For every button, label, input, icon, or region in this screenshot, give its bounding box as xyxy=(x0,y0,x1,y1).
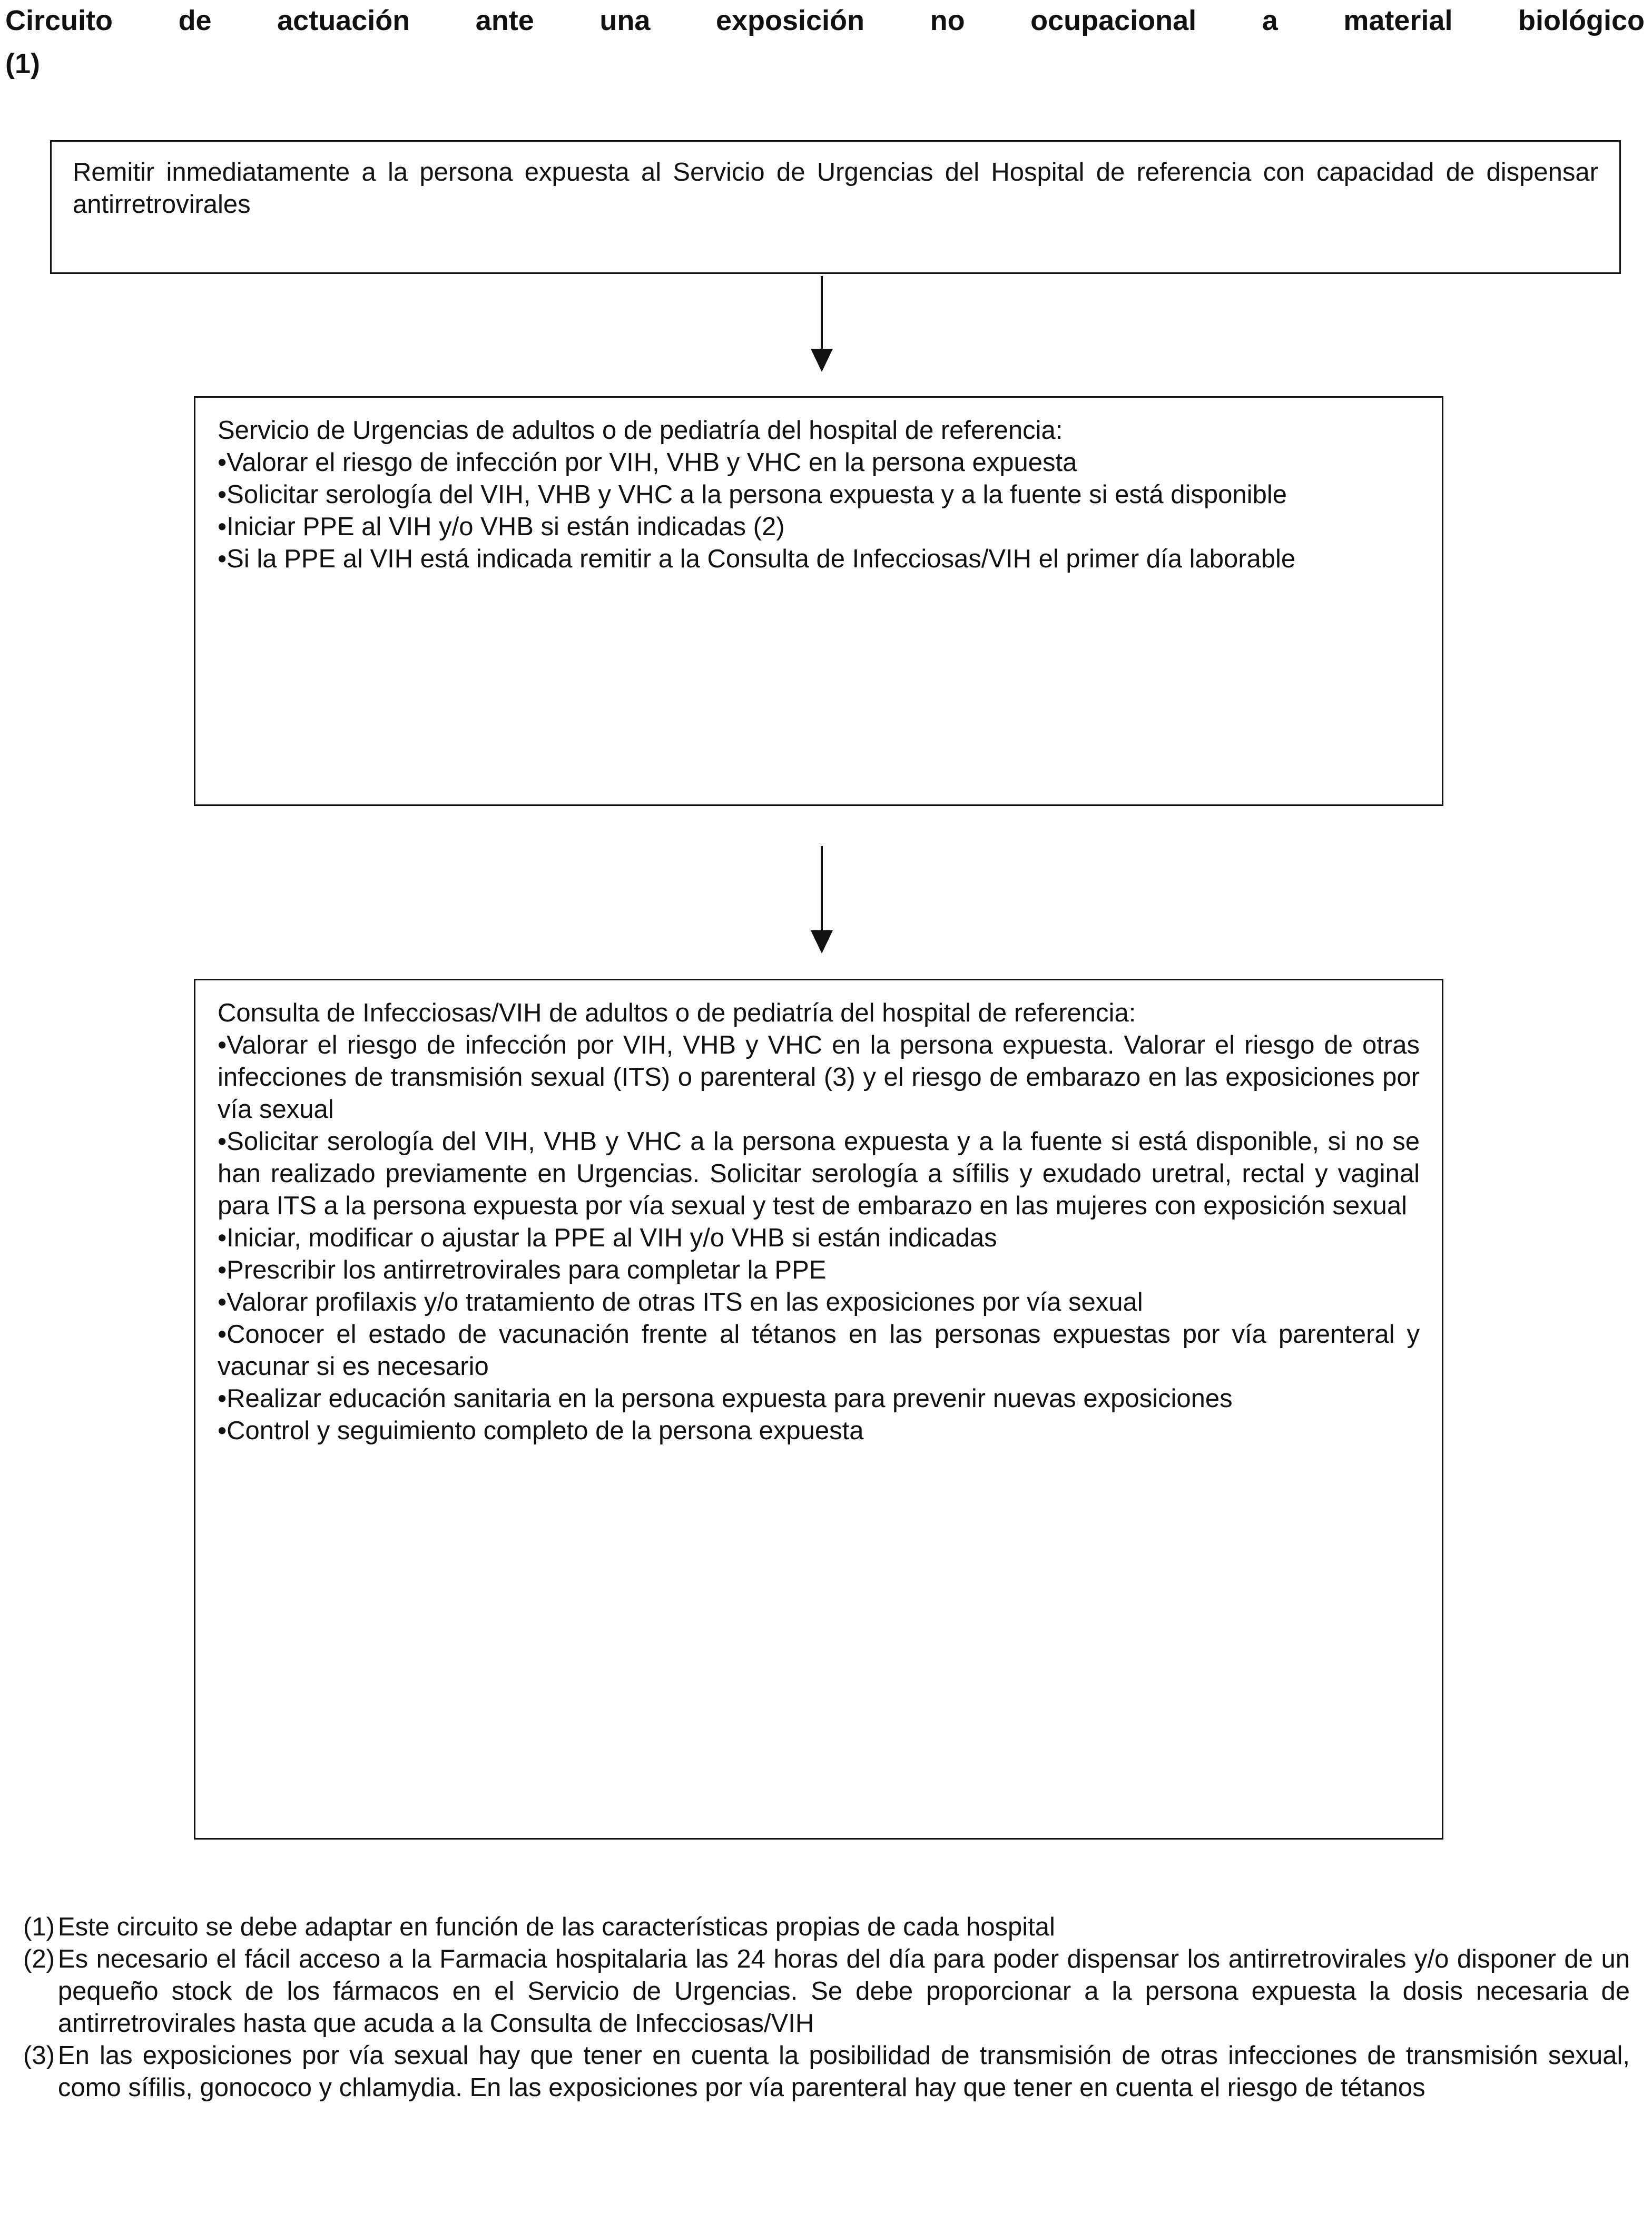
footnote xyxy=(23,2040,1630,2104)
footnote-text: Es necesario el fácil acceso a la Farmacia hospitalaria las 24 horas del día para poder dispensar los antirretrovirales y/o disponer de un pequeño stock de los fármacos en el Servicio de Urgencias. Se debe proporcionar a la persona expuesta la dosis necesaria de antirretrovirales hasta que acuda a la Consulta de Infecciosas/VIH xyxy=(57,1945,1630,2038)
referral-box-text: Remitir inmediatamente a la persona expuesta al Servicio de Urgencias del Hospital de referencia con capacidad de dispensar antirretrovirales xyxy=(73,158,1598,219)
arrow-head xyxy=(811,349,833,372)
arrow-head xyxy=(811,930,833,953)
emergency-service-heading: Servicio de Urgencias de adultos o de pediatría del hospital de referencia: xyxy=(218,416,1063,445)
bullet-item: • Iniciar PPE al VIH y/o VHB si están indicadas (2) xyxy=(218,511,1420,543)
bullet-item: • Solicitar serología del VIH, VHB y VHC a la persona expuesta y a la fuente si está disponible, si no se han realizado previamente en Urgencias. Solicitar serología a sífilis y exudado uretral, rectal y vaginal para ITS a la persona expuesta por vía sexual y test de embarazo en las mujeres con exposición sexual xyxy=(218,1126,1420,1222)
bullet-item: • Realizar educación sanitaria en la persona expuesta para prevenir nuevas exposiciones xyxy=(218,1383,1420,1415)
bullet-item: • Prescribir los antirretrovirales para completar la PPE xyxy=(218,1254,1420,1286)
bullet-item: • Valorar profilaxis y/o tratamiento de otras ITS en las exposiciones por vía sexual xyxy=(218,1286,1420,1319)
bullet-item: • Si la PPE al VIH está indicada remitir a la Consulta de Infecciosas/VIH el primer día laborable xyxy=(218,543,1420,575)
bullet-item: • Valorar el riesgo de infección por VIH, VHB y VHC en la persona expuesta. Valorar el riesgo de otras infecciones de transmisión sexual (ITS) o parenteral (3) y el riesgo de embarazo en las exposiciones por vía sexual xyxy=(218,1029,1420,1126)
bullet-item: • Valorar el riesgo de infección por VIH, VHB y VHC en la persona expuesta xyxy=(218,447,1420,479)
footnote xyxy=(23,1943,1630,2040)
footnote-marker: (2) xyxy=(23,1945,55,1973)
bullet-item: • Conocer el estado de vacunación frente al tétanos en las personas expuestas por vía parenteral y vacunar si es necesario xyxy=(218,1319,1420,1383)
down-arrow-icon xyxy=(810,276,833,372)
page-title xyxy=(5,3,1645,81)
bullet-item: • Control y seguimiento completo de la persona expuesta xyxy=(218,1415,1420,1447)
bullet-item: • Iniciar, modificar o ajustar la PPE al VIH y/o VHB si están indicadas xyxy=(218,1222,1420,1254)
footnote-text: Este circuito se debe adaptar en función de las características propias de cada hospital xyxy=(57,1913,1055,1941)
arrow-line xyxy=(821,276,823,349)
arrow-line xyxy=(821,846,823,930)
footnote xyxy=(23,1911,1630,1943)
page-title-footnote-ref: (1) xyxy=(5,48,40,80)
footnotes-section xyxy=(23,1911,1630,2104)
footnote-text: En las exposiciones por vía sexual hay que tener en cuenta la posibilidad de transmisión de otras infecciones de transmisión sexual, como sífilis, gonococo y chlamydia. En las exposiciones por vía parenteral hay que tener en cuenta el riesgo de tétanos xyxy=(57,2041,1630,2102)
bullet-item: • Solicitar serología del VIH, VHB y VHC a la persona expuesta y a la fuente si está disponible xyxy=(218,479,1420,511)
footnote-marker: (3) xyxy=(23,2041,55,2070)
infectious-diseases-consult-heading: Consulta de Infecciosas/VIH de adultos o de pediatría del hospital de referencia: xyxy=(218,999,1136,1027)
page-title-line1: Circuito de actuación ante una exposición no ocupacional a material biológico xyxy=(5,5,1645,36)
footnote-marker: (1) xyxy=(23,1913,55,1941)
referral-box xyxy=(50,140,1621,274)
infectious-diseases-consult-box xyxy=(194,979,1443,1840)
down-arrow-icon xyxy=(810,846,833,953)
emergency-service-box xyxy=(194,396,1443,806)
